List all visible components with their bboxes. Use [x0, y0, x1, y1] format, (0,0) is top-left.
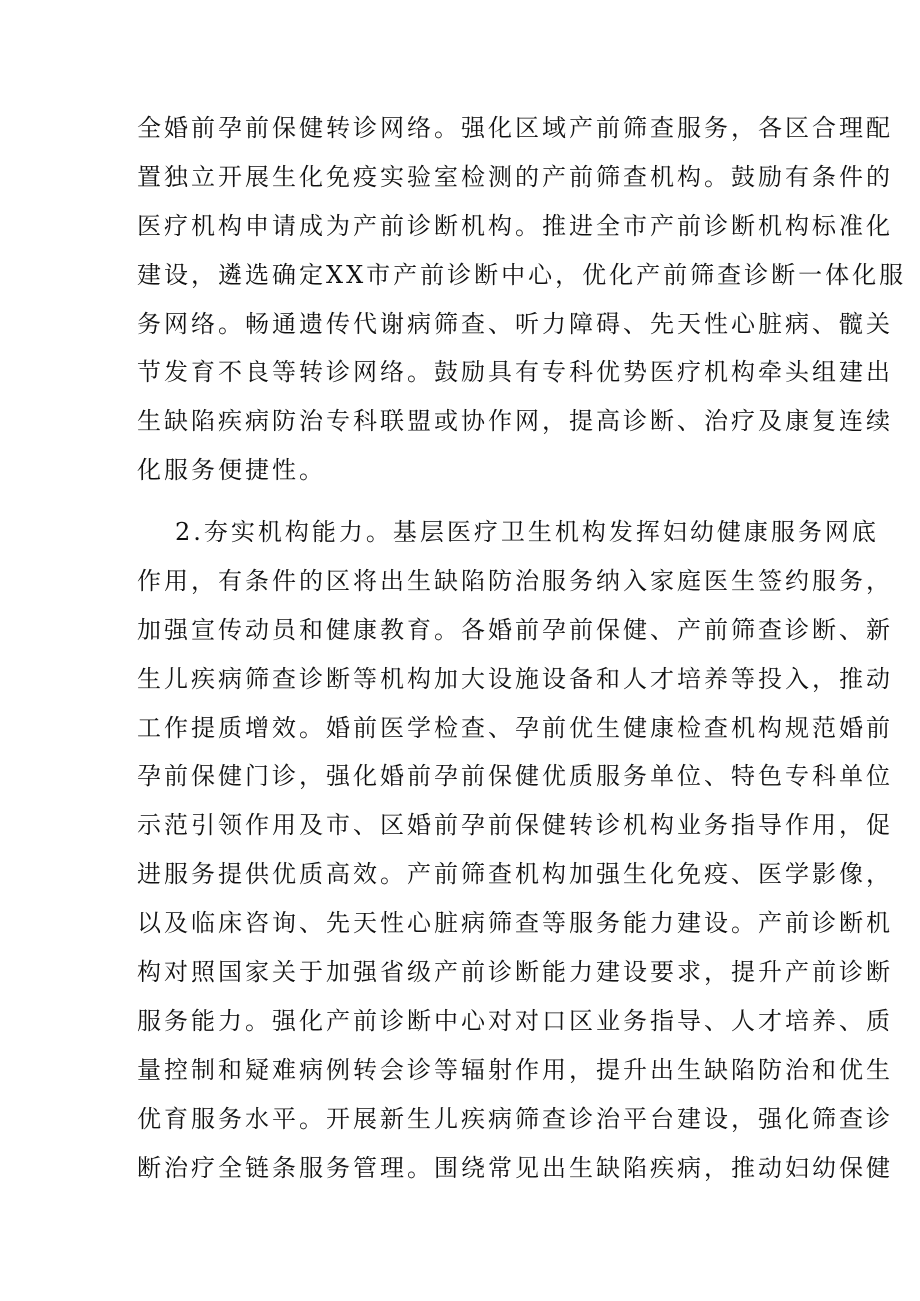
text-line: 作用，有条件的区将出生缺陷防治服务纳入家庭医生签约服务， [137, 566, 893, 595]
text-line: 以及临床咨询、先天性心脏病筛查等服务能力建设。产前诊断机 [137, 909, 893, 938]
paragraph-2 [137, 508, 893, 1192]
text-line: 服务能力。强化产前诊断中心对对口区业务指导、人才培养、质 [137, 1006, 893, 1035]
text-line: 示范引领作用及市、区婚前孕前保健转诊机构业务指导作用，促 [137, 811, 893, 840]
text-line: 全婚前孕前保健转诊网络。强化区域产前筛查服务，各区合理配 [137, 114, 893, 142]
text-line: 生儿疾病筛查诊断等机构加大设施设备和人才培养等投入，推动 [137, 664, 893, 693]
text-line: 生缺陷疾病防治专科联盟或协作网，提高诊断、治疗及康复连续 [137, 407, 893, 436]
text-line: 节发育不良等转诊网络。鼓励具有专科优势医疗机构牵头组建出 [137, 358, 893, 387]
text-line: 断治疗全链条服务管理。围绕常见出生缺陷疾病，推动妇幼保健 [137, 1153, 893, 1182]
text-line: 置独立开展生化免疫实验室检测的产前筛查机构。鼓励有条件的 [137, 162, 893, 191]
text-line: 优育服务水平。开展新生儿疾病筛查诊治平台建设，强化筛查诊 [137, 1104, 893, 1133]
text-line: 进服务提供优质高效。产前筛查机构加强生化免疫、医学影像， [137, 860, 893, 889]
text-line: 量控制和疑难病例转会诊等辐射作用，提升出生缺陷防治和优生 [137, 1055, 893, 1084]
text-line: 孕前保健门诊，强化婚前孕前保健优质服务单位、特色专科单位 [137, 762, 893, 791]
text-line: 医疗机构申请成为产前诊断机构。推进全市产前诊断机构标准化 [137, 211, 893, 240]
text-line: 构对照国家关于加强省级产前诊断能力建设要求，提升产前诊断 [137, 958, 893, 987]
text-line: 工作提质增效。婚前医学检查、孕前优生健康检查机构规范婚前 [137, 713, 893, 742]
paragraph-heading-line: 2.夯实机构能力。基层医疗卫生机构发挥妇幼健康服务网底 [175, 518, 879, 546]
text-line: 建设，遴选确定XX市产前诊断中心，优化产前筛查诊断一体化服 [137, 260, 907, 289]
text-line: 务网络。畅通遗传代谢病筛查、听力障碍、先天性心脏病、髋关 [137, 309, 893, 338]
text-line: 化服务便捷性。 [137, 456, 326, 485]
paragraph-continued [137, 104, 907, 495]
text-line: 加强宣传动员和健康教育。各婚前孕前保健、产前筛查诊断、新 [137, 615, 893, 644]
